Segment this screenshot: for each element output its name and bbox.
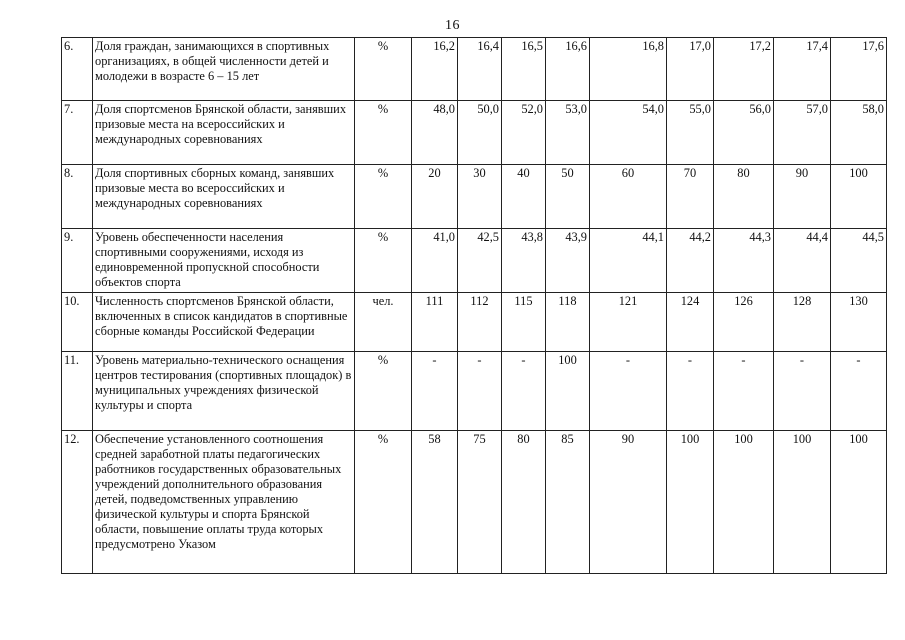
unit-cell: % <box>355 165 412 229</box>
value-cell: - <box>774 352 831 431</box>
value-cell: 90 <box>590 431 667 574</box>
row-number-cell: 11. <box>62 352 93 431</box>
value-cell: 30 <box>458 165 502 229</box>
indicators-table <box>61 37 887 574</box>
indicator-name-cell: Обеспечение установленного соотношения средней заработной платы педагогических работников государственных образовательных учреждений дополнительного образования детей, подведомственных управлению физической культуры и спорта Брянской области, повышение оплаты труда которых предусмотрено Указом <box>93 431 355 574</box>
value-cell: 16,2 <box>412 38 458 101</box>
unit-cell: % <box>355 229 412 293</box>
value-cell: - <box>502 352 546 431</box>
value-cell: 80 <box>502 431 546 574</box>
value-cell: 54,0 <box>590 101 667 165</box>
value-cell: 52,0 <box>502 101 546 165</box>
value-cell: 100 <box>546 352 590 431</box>
value-cell: 121 <box>590 293 667 352</box>
value-cell: 58,0 <box>831 101 887 165</box>
unit-cell: чел. <box>355 293 412 352</box>
indicator-name-cell: Доля граждан, занимающихся в спортивных организациях, в общей численности детей и молодежи в возрасте 6 – 15 лет <box>93 38 355 101</box>
value-cell: 57,0 <box>774 101 831 165</box>
value-cell: 100 <box>831 431 887 574</box>
value-cell: - <box>831 352 887 431</box>
row-number-cell: 6. <box>62 38 93 101</box>
value-cell: 56,0 <box>714 101 774 165</box>
indicator-name-cell: Доля спортсменов Брянской области, занявших призовые места на всероссийских и международных соревнованиях <box>93 101 355 165</box>
value-cell: 16,4 <box>458 38 502 101</box>
value-cell: 50,0 <box>458 101 502 165</box>
value-cell: 41,0 <box>412 229 458 293</box>
value-cell: 44,3 <box>714 229 774 293</box>
value-cell: 20 <box>412 165 458 229</box>
value-cell: 112 <box>458 293 502 352</box>
value-cell: 85 <box>546 431 590 574</box>
value-cell: 43,8 <box>502 229 546 293</box>
value-cell: 17,0 <box>667 38 714 101</box>
page-number: 16 <box>445 18 460 33</box>
value-cell: - <box>458 352 502 431</box>
indicator-name-cell: Уровень обеспеченности населения спортивными сооружениями, исходя из единовременной пропускной способности объектов спорта <box>93 229 355 293</box>
value-cell: 60 <box>590 165 667 229</box>
table-row <box>62 352 887 431</box>
unit-cell: % <box>355 38 412 101</box>
value-cell: 100 <box>831 165 887 229</box>
value-cell: - <box>714 352 774 431</box>
value-cell: 48,0 <box>412 101 458 165</box>
table-row <box>62 431 887 574</box>
value-cell: - <box>667 352 714 431</box>
value-cell: 115 <box>502 293 546 352</box>
value-cell: 44,5 <box>831 229 887 293</box>
value-cell: 53,0 <box>546 101 590 165</box>
row-number-cell: 10. <box>62 293 93 352</box>
value-cell: 16,8 <box>590 38 667 101</box>
value-cell: 44,4 <box>774 229 831 293</box>
value-cell: 90 <box>774 165 831 229</box>
value-cell: 43,9 <box>546 229 590 293</box>
indicator-name-cell: Доля спортивных сборных команд, занявших призовые места во всероссийских и международных соревнованиях <box>93 165 355 229</box>
unit-cell: % <box>355 352 412 431</box>
value-cell: 100 <box>667 431 714 574</box>
value-cell: 55,0 <box>667 101 714 165</box>
table-row <box>62 293 887 352</box>
value-cell: 100 <box>714 431 774 574</box>
row-number-cell: 7. <box>62 101 93 165</box>
indicator-name-cell: Численность спортсменов Брянской области, включенных в список кандидатов в спортивные сборные команды Российской Федерации <box>93 293 355 352</box>
indicator-name-cell: Уровень материально-технического оснащения центров тестирования (спортивных площадок) в муниципальных учреждениях физической культуры и спорта <box>93 352 355 431</box>
value-cell: - <box>412 352 458 431</box>
value-cell: 70 <box>667 165 714 229</box>
value-cell: 128 <box>774 293 831 352</box>
value-cell: 118 <box>546 293 590 352</box>
value-cell: 126 <box>714 293 774 352</box>
value-cell: 16,5 <box>502 38 546 101</box>
table-row <box>62 101 887 165</box>
row-number-cell: 8. <box>62 165 93 229</box>
value-cell: 17,2 <box>714 38 774 101</box>
table-row <box>62 229 887 293</box>
table-row <box>62 165 887 229</box>
row-number-cell: 12. <box>62 431 93 574</box>
value-cell: - <box>590 352 667 431</box>
value-cell: 80 <box>714 165 774 229</box>
value-cell: 40 <box>502 165 546 229</box>
table-row <box>62 38 887 101</box>
value-cell: 17,4 <box>774 38 831 101</box>
value-cell: 50 <box>546 165 590 229</box>
value-cell: 16,6 <box>546 38 590 101</box>
value-cell: 130 <box>831 293 887 352</box>
value-cell: 44,1 <box>590 229 667 293</box>
unit-cell: % <box>355 431 412 574</box>
value-cell: 124 <box>667 293 714 352</box>
value-cell: 75 <box>458 431 502 574</box>
value-cell: 58 <box>412 431 458 574</box>
value-cell: 100 <box>774 431 831 574</box>
row-number-cell: 9. <box>62 229 93 293</box>
value-cell: 17,6 <box>831 38 887 101</box>
value-cell: 42,5 <box>458 229 502 293</box>
unit-cell: % <box>355 101 412 165</box>
value-cell: 44,2 <box>667 229 714 293</box>
value-cell: 111 <box>412 293 458 352</box>
